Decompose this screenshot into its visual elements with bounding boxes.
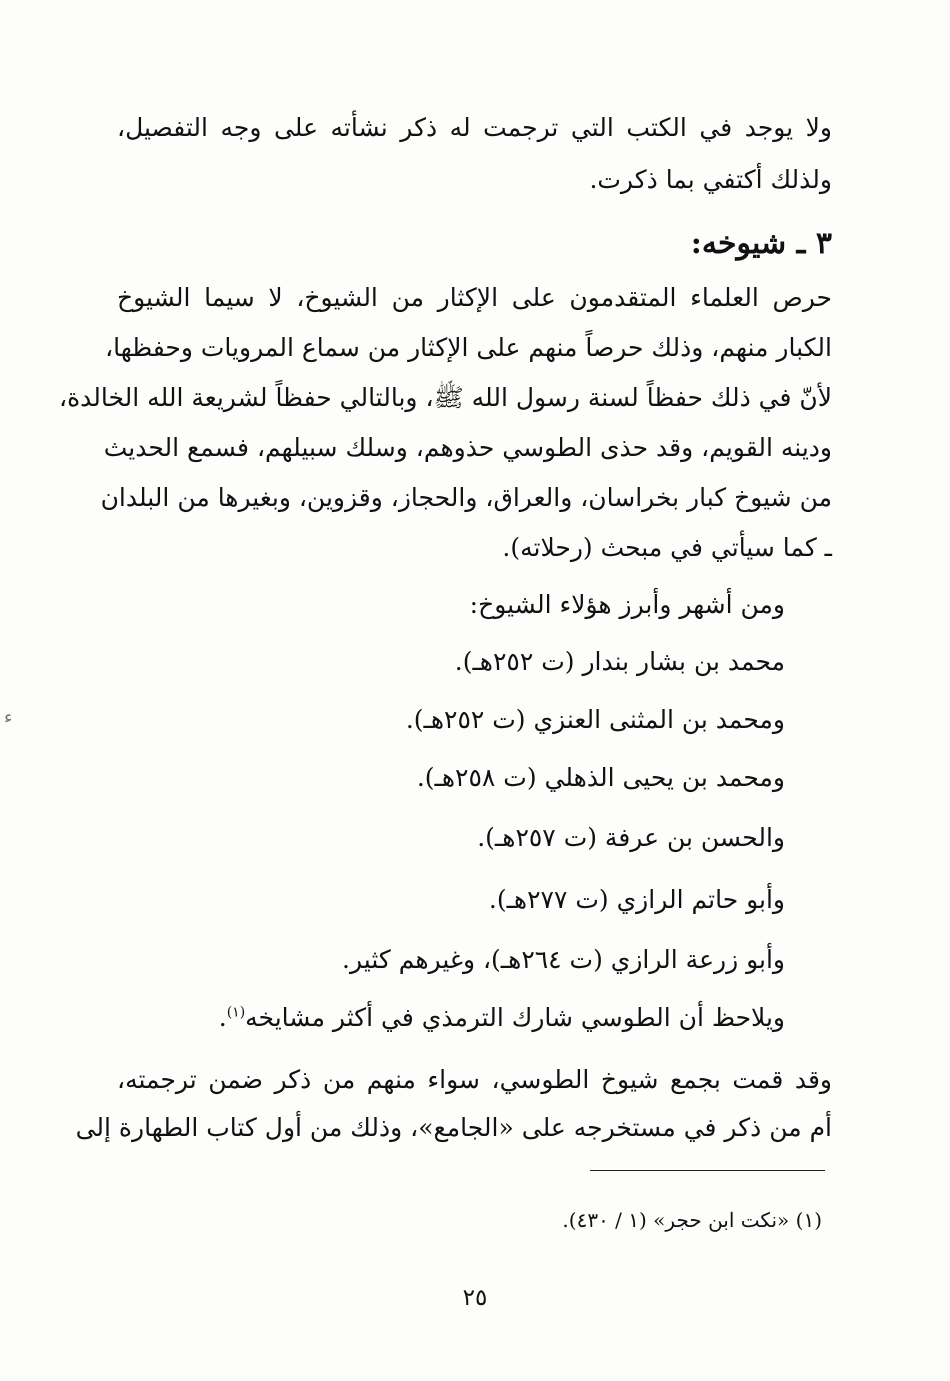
paragraph2-line-2: أم من ذكر في مستخرجه على «الجامع»، وذلك من أول كتاب الطهارة إلى (75, 1113, 832, 1142)
footnote: (١) «نكت ابن حجر» (١ / ٤٣٠). (562, 1208, 822, 1232)
paragraph1-line-4: ودينه القويم، وقد حذى الطوسي حذوهم، وسلك سبيلهم، فسمع الحديث (103, 433, 832, 462)
intro-line-1: ولا يوجد في الكتب التي ترجمت له ذكر نشأته على وجه التفصيل، (117, 113, 832, 142)
paragraph1-line-3: لأنّ في ذلك حفظاً لسنة رسول الله ﷺ، وبالتالي حفظاً لشريعة الله الخالدة، (59, 383, 832, 412)
teacher-item: محمد بن بشار بندار (ت ٢٥٢هـ). (454, 647, 785, 676)
paragraph1-line-1: حرص العلماء المتقدمون على الإكثار من الشيوخ، لا سيما الشيوخ (117, 283, 832, 312)
note-line-end: . (218, 1003, 227, 1032)
footnote-ref: (١) (226, 1004, 246, 1021)
paragraph1-line-6: ـ كما سيأتي في مبحث (رحلاته). (502, 533, 832, 562)
teacher-item: والحسن بن عرفة (ت ٢٥٧هـ). (477, 823, 785, 852)
teachers-intro: ومن أشهر وأبرز هؤلاء الشيوخ: (469, 590, 785, 619)
paragraph1-line-5: من شيوخ كبار بخراسان، والعراق، والحجاز، وقزوين، وبغيرها من البلدان (100, 483, 832, 512)
teacher-item: وأبو حاتم الرازي (ت ٢٧٧هـ). (488, 885, 785, 914)
teacher-item: ومحمد بن المثنى العنزي (ت ٢٥٢هـ). (405, 705, 785, 734)
note-line-text: ويلاحظ أن الطوسي شارك الترمذي في أكثر مشايخه (245, 1003, 785, 1032)
note-line (219, 998, 785, 1038)
section-heading: ٣ ـ شيوخه: (690, 226, 832, 261)
paragraph2-line-1: وقد قمت بجمع شيوخ الطوسي، سواء منهم من ذكر ضمن ترجمته، (117, 1065, 832, 1094)
intro-line-2: ولذلك أكتفي بما ذكرت. (589, 165, 832, 194)
teacher-item: ومحمد بن يحيى الذهلي (ت ٢٥٨هـ). (416, 763, 785, 792)
paragraph1-line-2: الكبار منهم، وذلك حرصاً منهم على الإكثار من سماع المرويات وحفظها، (105, 333, 832, 362)
margin-mark: ﺀ (4, 707, 13, 728)
teacher-item: وأبو زرعة الرازي (ت ٢٦٤هـ)، وغيرهم كثير. (342, 945, 785, 974)
page-number: ٢٥ (462, 1285, 488, 1311)
footnote-separator (590, 1170, 825, 1171)
